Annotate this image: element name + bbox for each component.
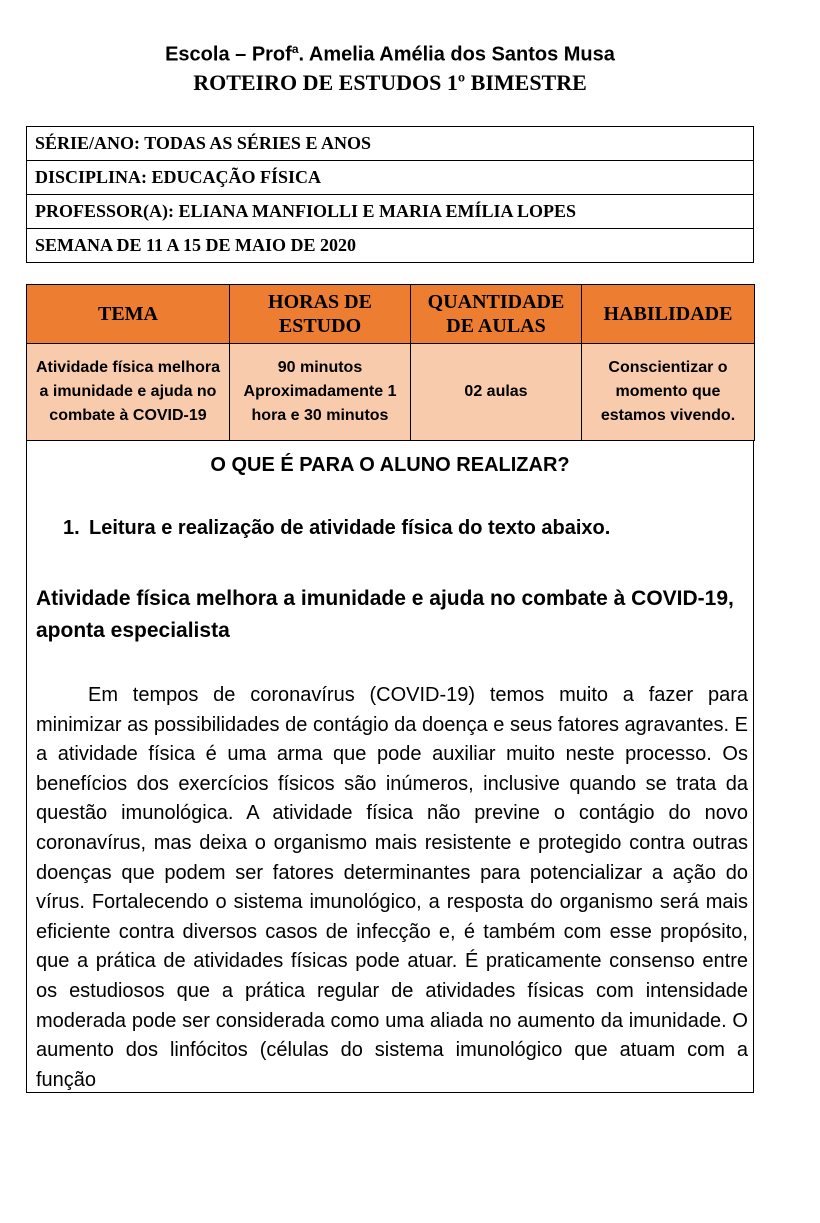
study-plan-table: [26, 284, 755, 441]
cell-tema: Atividade física melhora a imunidade e ajuda no combate à COVID-19: [27, 344, 230, 441]
activity-content-box: [26, 441, 754, 1093]
cell-quantidade: 02 aulas: [411, 344, 582, 441]
question-heading: O QUE É PARA O ALUNO REALIZAR?: [210, 454, 570, 476]
header-habilidade: HABILIDADE: [582, 285, 755, 344]
step-number: 1.: [63, 517, 80, 539]
info-row-professor: [27, 195, 754, 229]
school-name: [0, 42, 780, 67]
document-title: ROTEIRO DE ESTUDOS 1º BIMESTRE: [193, 70, 587, 95]
cell-habilidade: Conscientizar o momento que estamos vivendo.: [582, 344, 755, 441]
plan-header-row: [27, 285, 755, 344]
article-title: Atividade física melhora a imunidade e ajuda no combate à COVID-19, aponta especialista: [36, 587, 734, 642]
cell-horas: 90 minutos Aproximadamente 1 hora e 30 minutos: [230, 344, 411, 441]
school-name-rest: . Amelia Amélia dos Santos Musa: [298, 43, 615, 66]
info-semana: SEMANA DE 11 A 15 DE MAIO DE 2020: [27, 229, 754, 263]
plan-data-row: [27, 344, 755, 441]
school-name-superscript: a: [291, 42, 299, 56]
header-quantidade: QUANTIDADE DE AULAS: [411, 285, 582, 344]
info-professor: PROFESSOR(A): ELIANA MANFIOLLI E MARIA EMÍLIA LOPES: [27, 195, 754, 229]
info-row-serie: [27, 127, 754, 161]
info-table: [26, 126, 754, 263]
info-serie: SÉRIE/ANO: TODAS AS SÉRIES E ANOS: [27, 127, 754, 161]
step-text: Leitura e realização de atividade física do texto abaixo.: [89, 517, 611, 539]
info-row-semana: [27, 229, 754, 263]
school-name-prefix: Escola – Prof: [165, 43, 292, 66]
info-row-disciplina: [27, 161, 754, 195]
info-disciplina: DISCIPLINA: EDUCAÇÃO FÍSICA: [27, 161, 754, 195]
header-horas: HORAS DE ESTUDO: [230, 285, 411, 344]
header-tema: TEMA: [27, 285, 230, 344]
article-body: Em tempos de coronavírus (COVID-19) temos muito a fazer para minimizar as possibilidades de contágio da doença e seus fatores agravantes. E a atividade física é uma arma que pode auxiliar muito neste processo. Os benefícios dos exercícios físicos são inúmeros, inclusive quando se trata da questão imunológica. A atividade física não previne o contágio do novo coronavírus, mas deixa o organismo mais resistente e protegido contra outras doenças que podem ser fatores determinantes para potencializar a ação do vírus. Fortalecendo o sistema imunológico, a resposta do organismo será mais eficiente contra diversos casos de infecção e, é também com esse propósito, que a prática de atividades físicas pode atuar. É praticamente consenso entre os estudiosos que a prática regular de atividades físicas com intensidade moderada pode ser considerada como uma aliada no aumento da imunidade. O aumento dos linfócitos (células do sistema imunológico que atuam com a função: [36, 684, 748, 1091]
step-item: [63, 517, 610, 540]
